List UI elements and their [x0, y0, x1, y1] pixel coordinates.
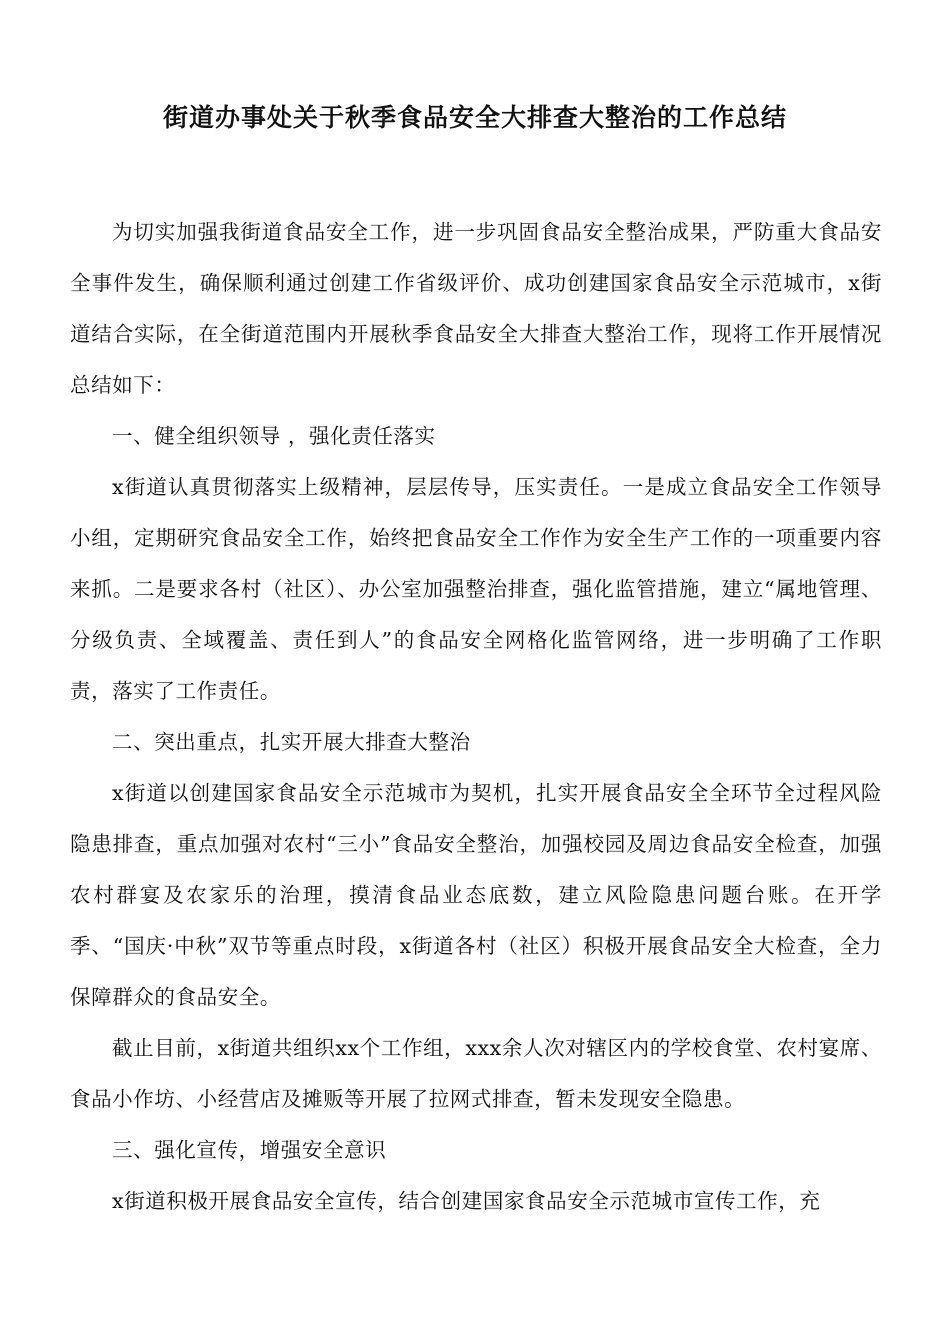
- section-1-paragraph: x街道认真贯彻落实上级精神，层层传导，压实责任。一是成立食品安全工作领导小组，定期研究食品安全工作，始终把食品安全工作作为安全生产工作的一项重要内容来抓。二是要求各村（社区）、办公室加强整治排查，强化监管措施，建立“属地管理、分级负责、全域覆盖、责任到人”的食品安全网格化监管网络，进一步明确了工作职责，落实了工作责任。: [70, 475, 882, 703]
- section-2-paragraph-1: x街道以创建国家食品安全示范城市为契机，扎实开展食品安全全环节全过程风险隐患排查，重点加强对农村“三小”食品安全整治，加强校园及周边食品安全检查，加强农村群宴及农家乐的治理，摸清食品业态底数，建立风险隐患问题台账。在开学季、“国庆·中秋”双节等重点时段，x街道各村（社区）积极开展食品安全大检查，全力保障群众的食品安全。: [70, 781, 882, 1009]
- section-3-paragraph: x街道积极开展食品安全宣传，结合创建国家食品安全示范城市宣传工作，充: [112, 1189, 821, 1213]
- section-2-paragraph-2: 截止目前，x街道共组织xx个工作组，xxx余人次对辖区内的学校食堂、农村宴席、食品小作坊、小经营店及摊贩等开展了拉网式排查，暂未发现安全隐患。: [70, 1036, 882, 1111]
- document-body: [70, 207, 882, 1227]
- section-1-heading: 一、健全组织领导 ，强化责任落实: [112, 424, 436, 448]
- section-3-heading: 三、强化宣传，增强安全意识: [112, 1138, 387, 1162]
- section-2-heading: 二、突出重点，扎实开展大排查大整治: [112, 730, 471, 754]
- document-title: 街道办事处关于秋季食品安全大排查大整治的工作总结: [162, 103, 787, 132]
- intro-paragraph: 为切实加强我街道食品安全工作，进一步巩固食品安全整治成果，严防重大食品安全事件发生，确保顺利通过创建工作省级评价、成功创建国家食品安全示范城市，x街道结合实际，在全街道范围内开展秋季食品安全大排查大整治工作，现将工作开展情况总结如下：: [70, 220, 882, 397]
